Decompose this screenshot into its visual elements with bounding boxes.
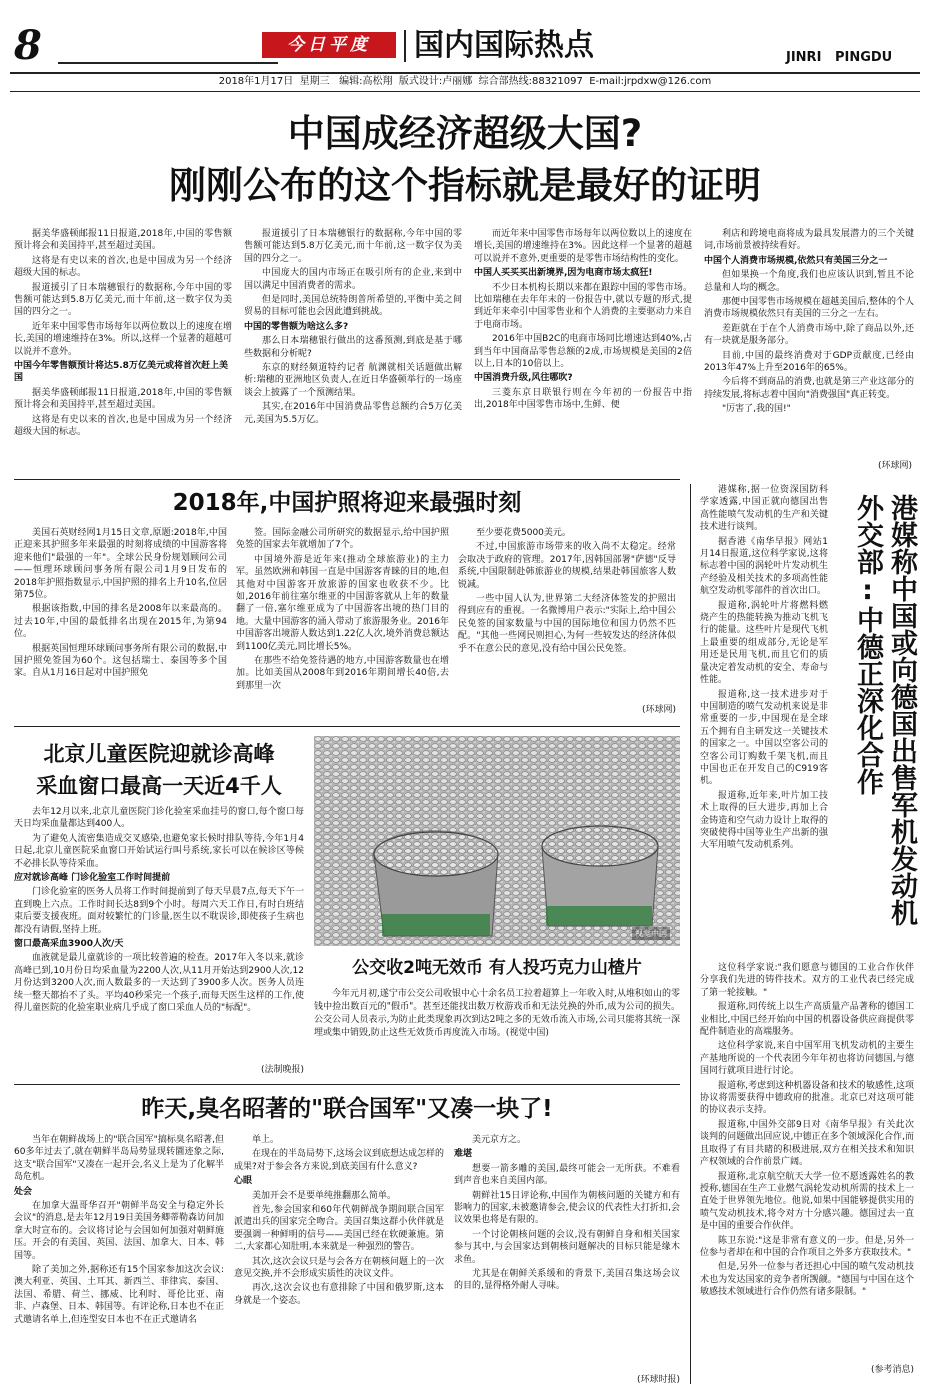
article5-col-3 xyxy=(454,1134,680,1372)
paragraph: 根据该指数,中国的排名是2008年以来最高的。过去10年,中国的最低排名出现在2015年,为第94位。 xyxy=(14,604,227,640)
masthead xyxy=(0,0,930,95)
paragraph: 报道称,北京航空航天大学一位不愿透露姓名的教授称,德国在生产工业燃气涡轮发动机所需的技术上一直处于世界领先地位。他说,如果中国能够提供实用的喷气发动机技术,将令对方十分感兴趣。德国过去一直是中国的重要合作伙伴。 xyxy=(700,1171,914,1232)
paragraph: 2016年中国B2C的电商市场同比增速达到40%,占到当年中国商品零售总额的2成,市场规模是美国的2倍以上,日本的10倍以上。 xyxy=(474,334,692,370)
news-photo xyxy=(314,736,680,946)
paragraph: 血液就是最儿童就诊的一项比较普遍的检查。2017年入冬以来,就诊高峰已到,10月份日均采血量为2200人次,从11月开始达到2900人次,12月份达到3200人次,而人数最多的一天达到了3900多人次。医务人员连续一整天都抬不了头。平均40秒采完一个孩子,而每天医生这样的工作,使得儿童医院的化验室职业病几乎成了窗口采血人员的"标配"。 xyxy=(14,953,304,1014)
paragraph: 朝鲜社15日评论称,中国作为朝核问题的关键方和有影响力的国家,未被邀请参会,使会议的代表性大打折扣,会议效果也将是有限的。 xyxy=(454,1190,680,1226)
paragraph: "厉害了,我的国!" xyxy=(722,404,791,415)
photo-caption-body: 今年元月初,遂宁市公交公司收银中心十余名员工拉着超算上一年收入时,从堆积如山的零钱中捡出数百元的"假币"。甚至还能找出数万枚游戏币和无法兑换的外币,成为公司的损失。公交公司人员表示,为防止此类现象再次到达2吨之多的无效币流入市场,公司只能将其统一深埋或集中销毁,防止这些无效货币再度流入市场。 xyxy=(314,989,680,1038)
article3-headline xyxy=(14,738,304,802)
paragraph: 这将是有史以来的首次,也是中国成为另一个经济超级大国的标志。 xyxy=(14,414,232,438)
rule-article1 xyxy=(14,479,680,480)
masthead-rule-top xyxy=(10,72,920,74)
paragraph: 但是同时,美国总统特朗普所希望的,平衡中美之间贸易的目标可能也会因此遭到挑战。 xyxy=(244,295,462,318)
paragraph: 报道称,近年来,叶片加工技术上取得的巨大进步,再加上合金铸造和空气动力设计上取得的突破使得中国等业生产出新的强大军用喷气发动机系列。 xyxy=(700,790,828,851)
paragraph: 至少要花费5000美元。 xyxy=(476,528,571,538)
paragraph: 其实,在2016年中国消费品零售总额约合5万亿美元,美国为5.5万亿。 xyxy=(244,402,462,425)
subheading: 应对就诊高峰 门诊化验室工作时间提前 xyxy=(14,873,171,884)
paragraph: 据香港《南华早报》网站1月14日报道,这位科学家说,这将标志着中国的涡轮叶片发动机生产经验及相关技术的多项高性能航空发动机零部件的首次出口。 xyxy=(700,536,828,597)
article4-headline-line1: 港媒称中国或向德国出售军机发动机 xyxy=(886,494,917,926)
paragraph: 在现在的半岛局势下,这场会议到底想达成怎样的成果?对于参会各方来说,到底美国有什么意义? xyxy=(234,1149,444,1172)
paragraph: 其次,这次会议只是与会各方在朝核问题上的一次意见交换,并不会形成实质性的决议文件。 xyxy=(234,1256,444,1280)
coin-pile-graphic xyxy=(314,736,680,946)
paragraph: 在加拿大温哥华召开"朝鲜半岛安全与稳定外长会议"的消息,是去年12月19日美国务卿蒂勒森访问加拿大时宣布的。会议将讨论与会国如何加强对朝鲜施压。开会的有美国、英国、法国、加拿大、日本、韩国等。 xyxy=(14,1201,224,1261)
paragraph: 三菱东京日联银行则在今年初的一份报告中指出,2018年中国零售市场中,生鲜、便 xyxy=(474,387,692,411)
photo-caption-text xyxy=(314,988,680,1068)
paragraph: 报道援引了日本瑞穗银行的数据称,今年中国的零售额可能达到5.8万亿美元,而十年前,这一数字仅为美国的四分之一。 xyxy=(14,282,232,318)
subheading: 心眼 xyxy=(234,1176,253,1187)
rule-right-column xyxy=(690,484,691,1384)
paragraph: 报道援引了日本瑞穗银行的数据称,今年中国的零售额可能达到5.8万亿美元,而十年前,这一数字仅为美国的四分之一。 xyxy=(244,229,462,264)
masthead-rule-bottom xyxy=(10,91,920,92)
subheading: 中国人买买买出新境界,因为电商市场太疯狂! xyxy=(474,268,653,279)
paragraph: 东京的财经频道特约记者 航渊就相关话题做出解析:瑞穗的亚洲地区负责人,在近日华盛顿举行的一场座谈会上披露了一个预测结果。 xyxy=(244,363,462,398)
photo-caption-title: 公交收2吨无效币 有人投巧克力山楂片 xyxy=(352,958,642,978)
photo-watermark: 视觉中国 xyxy=(632,927,670,940)
subheading: 处会 xyxy=(14,1186,33,1197)
paragraph: 陈卫东说:"这是非常有意义的一步。但是,另外一位参与者却在和中国的合作项目之外多方获取技术。" xyxy=(700,1235,914,1258)
paragraph: 但是,另外一位参与者还担心中国的喷气发动机技术也为发达国家的竞争者所觊觎。"德国与中国在这个敏感技术领域进行合作仍然有诸多限制。" xyxy=(700,1262,914,1298)
paragraph: 美加开会不是要单纯推翻那么简单。 xyxy=(252,1190,397,1201)
section-title: 国内国际热点 xyxy=(414,28,594,63)
paragraph: 尤其是在朝鲜关系缓和的背景下,美国召集这场会议的目的,显得格外耐人寻味。 xyxy=(454,1269,680,1292)
paragraph: 一个讨论朝核问题的会议,没有朝鲜自身和相关国家参与其中,与会国家达到朝核问题解决的目标只能是缘木求鱼。 xyxy=(454,1229,680,1265)
paragraph: 但如果换一个角度,我们也应该认识到,暂且不论总量和人均的概念。 xyxy=(704,270,914,293)
article5-col-1 xyxy=(14,1134,224,1386)
paragraph: 去年12月以来,北京儿童医院门诊化验室采血挂号的窗口,每个窗口每天日均采血量都达到400人。 xyxy=(14,807,304,830)
paragraph: 门诊化验室的医务人员将工作时间提前到了每天早晨7点,每天下午一直到晚上六点。工作时间长达8到9个小时。每周六天工作日,有时白班结束后要支援夜班。面对较繁忙的门诊量,医生以不耽误诊,即使孩子生病也都没有请假,坚持上班。 xyxy=(14,887,304,935)
paragraph: 当年在朝鲜战场上的"联合国军"搞标臭名昭著,但60多年过去了,就在朝鲜半岛局势显现转圜迹象之际,这支"联合国军"又凑在一起开会,名义上是为了化解半岛危机。 xyxy=(14,1135,224,1183)
paragraph: 这位科学家说:"我们愿意与德国的工业合作伙伴分享我们先进的铸件技术。双方的工业代表已经完成了第一轮接触。" xyxy=(700,963,914,998)
photo-source: (视觉中国) xyxy=(505,1028,549,1038)
paragraph: 为了避免人流密集造成交叉感染,也避免家长候时排队等待,今年1月4日起,北京儿童医院采血窗口开始试运行叫号系统,家长可以在候诊区等候不必排长队等待采血。 xyxy=(14,833,304,869)
article4-top-body xyxy=(700,484,828,954)
paragraph: 签。国际金融公司所研究的数据显示,给中国护照免签的国家去年就增加了7个。 xyxy=(236,528,449,551)
article3-headline-line2: 采血窗口最高一天近4千人 xyxy=(36,774,282,798)
masthead-pinyin: JINRI PINGDU xyxy=(786,50,893,65)
subheading: 难堪 xyxy=(454,1149,473,1160)
article1-headline xyxy=(0,108,930,212)
paragraph: 不过,中国旅游市场带来的收入尚不太稳定。经常会取决于政府的管理。2017年,因韩国部署"萨德"反导系统,中国限制赴韩旅游业的规模,结果赴韩国旅客人数锐减。 xyxy=(458,542,676,590)
paragraph: 报道称,考虑到这种机器设备和技术的敏感性,这项协议将需要获得中德政府的批准。北京已对这项可能的协议表示支持。 xyxy=(700,1080,914,1116)
article1-headline-line1: 中国成经济超级大国? xyxy=(287,112,643,155)
masthead-logo: 今日平度 xyxy=(262,32,396,58)
paragraph: 美国石英财经网1月15日文章,原题:2018年,中国正迎来其护照多年来最强的时刻将成绩的中国游客将迎来他们"最强的一年"。全球公民身份规划顾问公司——恒理环球顾问事务所有限公司1月9日发布的2018年护照指数显示,中国护照的排名上升10名,位居第75位。 xyxy=(14,528,227,601)
article2-col-2 xyxy=(236,527,449,723)
rule-article3 xyxy=(14,1084,680,1085)
article1-col-4 xyxy=(704,228,914,458)
subheading: 中国个人消费市场规模,依然只有美国三分之一 xyxy=(704,255,888,266)
subheading: 中国的零售额为啥这么多? xyxy=(244,321,349,332)
subheading: 窗口最高采血3900人次/天 xyxy=(14,939,124,950)
article4-headline-line2: 外交部:中德正深化合作 xyxy=(852,494,883,795)
paragraph: 单上。 xyxy=(252,1135,280,1145)
paragraph: 利店和跨境电商将成为最具发展潜力的三个关键词,市场前景被持续看好。 xyxy=(704,229,914,252)
paragraph: 差距就在于在个人消费市场中,除了商品以外,还有一块就是服务部分。 xyxy=(704,323,914,347)
article4-source: (参考消息) xyxy=(870,1365,914,1375)
paragraph: 报道称,中国外交部9日对《南华早报》有关此次谈判的问题做出回应说,中德正在多个领域深化合作,而且取得了有目共睹的积极进展,双方在相关技术和知识产权领域的合作前景广阔。 xyxy=(700,1119,914,1168)
paragraph: 报道称,同传统上以生产高质量产品著称的德国工业相比,中国已经开始向中国的机器设备供应商提供零配件制造业的高端服务。 xyxy=(700,1002,914,1038)
paragraph: 中国庞大的国内市场正在吸引所有的企业,来到中国以满足中国消费者的需求。 xyxy=(244,268,462,291)
article1-headline-line2: 刚刚公布的这个指标就是最好的证明 xyxy=(169,164,761,207)
paragraph: 在那些不给免签待遇的地方,中国游客数量也在增加。比如美国从2008年到2016年期间增长40倍,去到那里一次 xyxy=(236,656,449,691)
article2-headline: 2018年,中国护照将迎来最强时刻 xyxy=(172,490,522,516)
paragraph: 近年来中国零售市场每年以两位数以上的速度在增长,美国的增速维持在3%。所以,这样一个显著的超越可以说并不意外。 xyxy=(14,321,232,357)
paragraph: 首先,参会国家和60年代朝鲜战争期间联合国军派遣出兵的国家完全吻合。美国召集这群小伙伴就是要强调一种鲜明的信号——美国已经在软硬兼施。第二,大家都心知肚明,本来就是一种强烈的警告。 xyxy=(234,1205,444,1253)
paragraph: 想要一箭多雕的美国,最终可能会一无所获。不难看到声音也来自美国内部。 xyxy=(454,1163,680,1187)
article2-col-1 xyxy=(14,527,227,723)
article3-body xyxy=(14,806,304,1062)
subheading: 中国今年零售额预计将达5.8万亿美元或将首次赶上美国 xyxy=(14,361,228,384)
article5-headline: 昨天,臭名昭著的"联合国军"又凑一块了! xyxy=(141,1096,553,1122)
info-line: 2018年1月17日 星期三 编辑:高松翔 版式设计:卢丽娜 综合部热线:88321097 E-mail:jrpdxw@126.com xyxy=(218,76,712,87)
paragraph: 这将是有史以来的首次,也是中国成为另一个经济超级大国的标志。 xyxy=(14,255,232,279)
article3-source: (法制晚报) xyxy=(260,1065,304,1075)
article2-col-3 xyxy=(458,527,676,707)
paragraph: 再次,这次会议也有意排除了中国和俄罗斯,这本身就是一个姿态。 xyxy=(234,1283,444,1306)
article1-col-2 xyxy=(244,228,462,472)
article4-bottom-body xyxy=(700,962,914,1360)
article4-headline xyxy=(838,494,918,954)
paragraph: 一些中国人认为,世界第二大经济体签发的护照出得到应有的重视。一名微博用户表示:"实际上,给中国公民免签的国家数量与中国的国际地位和国力仍然不匹配。"其他一些网民则担心,为何一些较发达的经济体似乎不在意公民的意见,没有给中国公民免签。 xyxy=(458,594,676,654)
paragraph: 美元京方之。 xyxy=(472,1135,527,1145)
paragraph: 港媒称,据一位资深国防科学家透露,中国正就向德国出售高性能喷气发动机的生产和关键技术进行谈判。 xyxy=(700,485,828,533)
paragraph: 据美华盛顿邮报11日报道,2018年,中国的零售额预计将会和美国持平,甚至超过美国。 xyxy=(14,387,232,411)
article5-col-2 xyxy=(234,1134,444,1386)
paragraph: 不少日本机构长期以来都在跟踪中国的零售市场。比如瑞穗在去年年末的一份报告中,就以专题的形式,提到近年来牵引中国零售业和个人消费的主要驱动力来自于电商市场。 xyxy=(474,282,692,330)
masthead-divider xyxy=(404,30,406,62)
paragraph: 今后将不到商品的消费,也就是第三产业这部分的持续发展,将标志着中国向"消费强国"真正转变。 xyxy=(704,377,914,400)
paragraph: 报道称,这一技术进步对于中国制造的喷气发动机来说是非常重要的一步,中国现在是全球五个拥有自主研发这一关键技术的国家之一。中国以空客公司的空客公司订购数千架飞机,而且中国也正在开发自己的C919客机。 xyxy=(700,689,828,787)
paragraph: 除了美加之外,据称还有15个国家参加这次会议:澳大利亚、英国、土耳其、新西兰、菲律宾、泰国、法国、希腊、荷兰、挪威、比利时、哥伦比亚、南非、卢森堡、日本、韩国等。有评论称,日本也不在正式邀请名单上,但连型安日本也不在正式邀请名 xyxy=(14,1265,224,1325)
paragraph: 那么日本瑞穗银行做出的这番预测,到底是基于哪些数据和分析呢? xyxy=(244,336,462,359)
rule-article2 xyxy=(14,726,680,727)
paragraph: 那便中国零售市场规模在超越美国后,整体的个人消费市场规模依然只有美国的三分之一左右。 xyxy=(704,297,914,320)
paragraph: 据美华盛顿邮报11日报道,2018年,中国的零售额预计将会和美国持平,甚至超过美国。 xyxy=(14,229,232,252)
paragraph: 中国境外游是近年来(推动全球旅游业)的主力军。虽然欧洲和韩国一直是中国游客青睐的目的地,但其他对中国游客开放旅游的国家也收获不少。比如,2016年前往塞尔维亚的中国游客就从上年的数量翻了一倍,塞尔维亚成为了中国游客出境的热门目的地。大量中国游客的涌入带动了旅游服务业。2016年中国游客出境游人数达到1.22亿人次,境外消费总额达到1100亿美元,同比增长5%。 xyxy=(236,554,449,652)
article2-source: (环球网) xyxy=(641,705,676,715)
article5-source: (环球时报) xyxy=(636,1375,680,1385)
article1-source: (环球网) xyxy=(877,461,912,471)
article1-col-1 xyxy=(14,228,232,472)
subheading: 中国消费升级,风往哪吹? xyxy=(474,373,573,384)
article1-col-3 xyxy=(474,228,692,472)
paragraph: 而近年来中国零售市场每年以两位数以上的速度在增长,美国的增速维持在3%。因此这样一个显著的超越可以说并不意外,更重要的是零售市场结构性的变化。 xyxy=(474,229,692,264)
page-number: 8 xyxy=(14,22,42,69)
paragraph: 报道称,涡轮叶片将燃料燃烧产生的热能转换为推动飞机飞行的能量。这些叶片是现代飞机上最重要的组成部分,无论是军用还是民用飞机,而且它们的质量决定着发动机的安全、寿命与性能。 xyxy=(700,600,828,686)
article3-headline-line1: 北京儿童医院迎就诊高峰 xyxy=(43,742,275,766)
paragraph: 目前,中国的最终消费对于GDP贡献度,已经由2013年47%上升至2016年的65%。 xyxy=(704,350,914,374)
paragraph: 根据英国恒理环球顾问事务所有限公司的数据,中国护照免签国为60个。这包括瑞士、泰国等多个国家。自从1月16日起对中国护照免 xyxy=(14,643,227,679)
masthead-line xyxy=(58,62,278,64)
paragraph: 这位科学家说,来自中国军用飞机发动机的主要生产基地所说的一个代表团今年年初也将访问德国,与德国同行就项目进行讨论。 xyxy=(700,1041,914,1077)
